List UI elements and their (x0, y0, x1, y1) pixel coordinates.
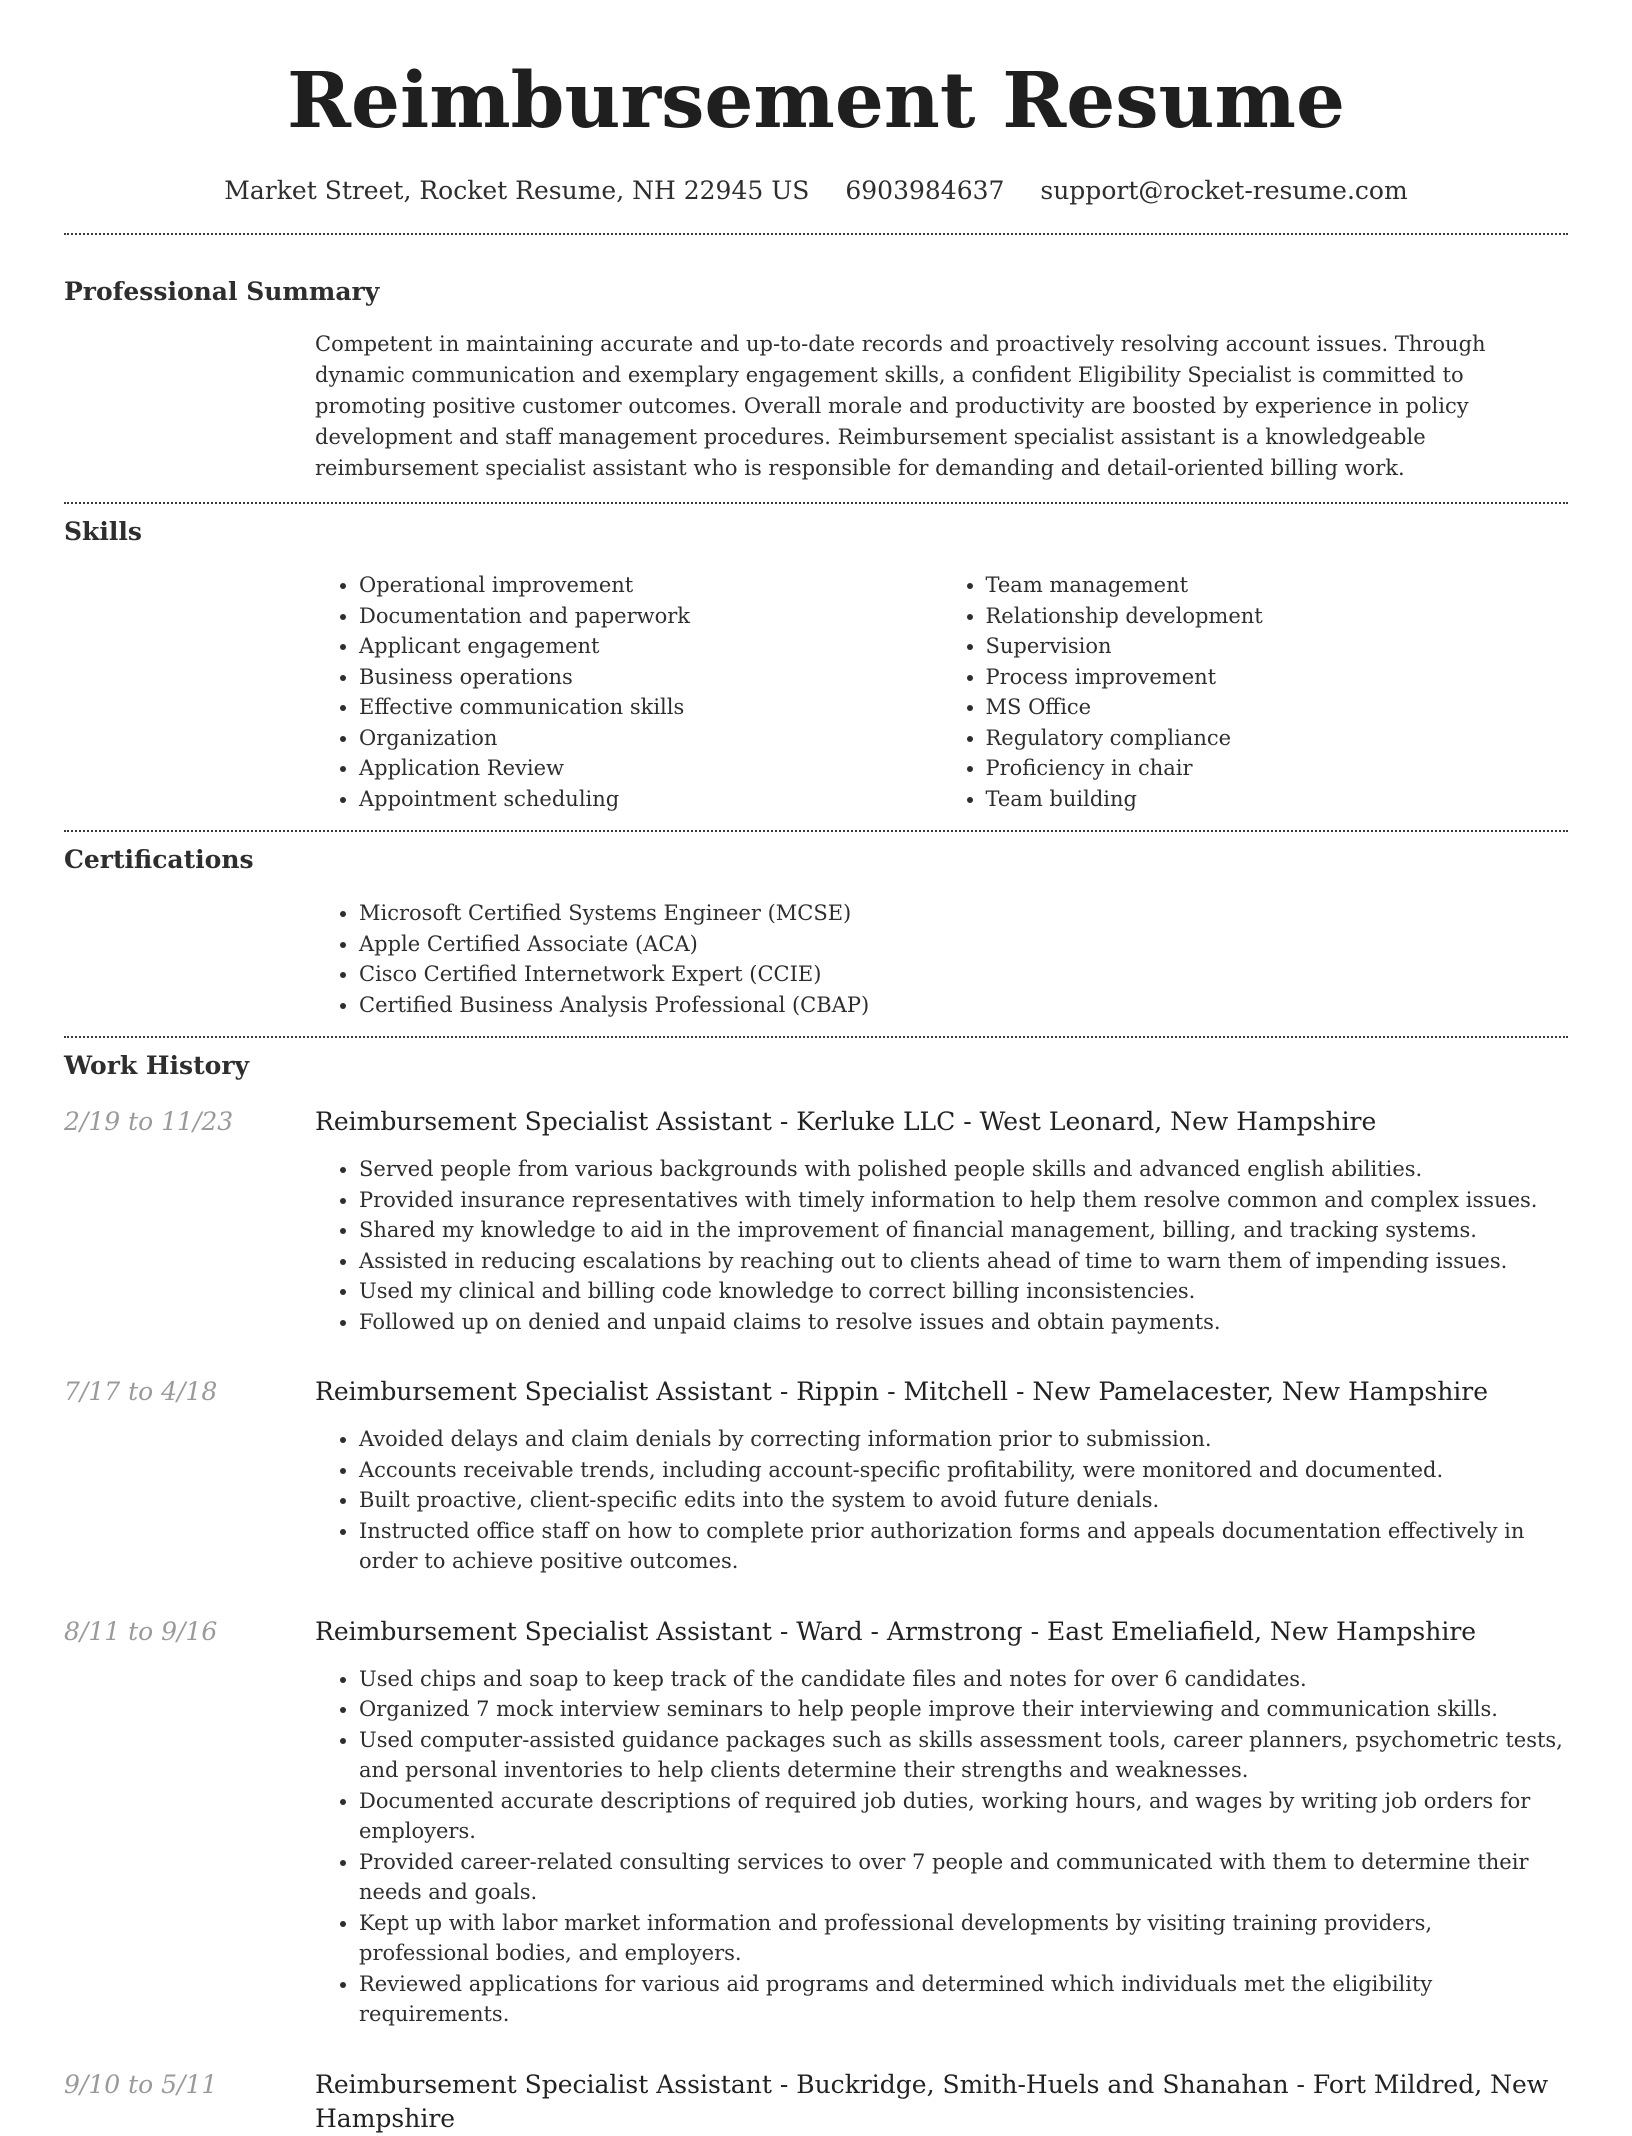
job-header (64, 1105, 1568, 1139)
job-bullet: • Assisted in reducing escalations by reaching out to clients ahead of time to warn them of impending issues. (359, 1246, 1568, 1277)
resume-page (64, 0, 1568, 2136)
certifications-list (315, 898, 1568, 1020)
skill-item: • Supervision (986, 631, 1569, 662)
job-title: Reimbursement Specialist Assistant - Rippin - Mitchell - New Pamelacester, New Hampshire (315, 1377, 1489, 1406)
job-date: 8/11 to 9/16 (64, 1616, 218, 1646)
job-bullet: • Used chips and soap to keep track of the candidate files and notes for over 6 candidates. (359, 1664, 1568, 1695)
job-header (64, 1375, 1568, 1409)
skill-item: • Documentation and paperwork (359, 601, 942, 632)
work-history-section (64, 1038, 1568, 2136)
certifications-section (64, 832, 1568, 1020)
certifications-heading: Certifications (64, 845, 254, 874)
job-bullets-wrap (315, 1424, 1568, 1577)
job-bullet: • Accounts receivable trends, including account-specific profitability, were monitored and documented. (359, 1455, 1568, 1486)
job-bullet: • Avoided delays and claim denials by correcting information prior to submission. (359, 1424, 1568, 1455)
certification-item: • Cisco Certified Internetwork Expert (CCIE) (359, 959, 1568, 990)
job-bullet: • Shared my knowledge to aid in the improvement of financial management, billing, and tracking systems. (359, 1215, 1568, 1246)
job-entry (64, 2068, 1568, 2136)
job-bullets-wrap (315, 1154, 1568, 1337)
skills-heading: Skills (64, 517, 142, 546)
skill-item: • Appointment scheduling (359, 784, 942, 815)
job-title: Reimbursement Specialist Assistant - Ward - Armstrong - East Emeliafield, New Hampshire (315, 1616, 1477, 1646)
job-title: Reimbursement Specialist Assistant - Buckridge, Smith-Huels and Shanahan - Fort Mildred, New Hampshire (315, 2069, 1549, 2133)
skill-item: • Relationship development (986, 601, 1569, 632)
job-title: Reimbursement Specialist Assistant - Kerluke LLC - West Leonard, New Hampshire (315, 1107, 1377, 1136)
job-bullets (315, 1154, 1568, 1337)
job-entry (64, 1105, 1568, 1337)
work-history-heading: Work History (64, 1051, 250, 1080)
skills-grid (315, 570, 1568, 814)
job-entry (64, 1375, 1568, 1577)
contact-address: Market Street, Rocket Resume, NH 22945 US (224, 176, 810, 205)
job-date: 2/19 to 11/23 (64, 1107, 234, 1136)
skill-item: • Business operations (359, 662, 942, 693)
skill-item: • Process improvement (986, 662, 1569, 693)
skill-item: • Applicant engagement (359, 631, 942, 662)
job-bullet: • Used computer-assisted guidance packages such as skills assessment tools, career planners, psychometric tests, and personal inventories to help clients determine their strengths and weaknesses. (359, 1725, 1568, 1786)
certifications-list-wrap (315, 898, 1568, 1020)
skill-item: • Effective communication skills (359, 692, 942, 723)
job-bullet: • Kept up with labor market information and professional developments by visiting training providers, professional bodies, and employers. (359, 1908, 1568, 1969)
skills-left-list (315, 570, 942, 814)
job-bullet: • Reviewed applications for various aid programs and determined which individuals met the eligibility requirements. (359, 1969, 1568, 2030)
certification-item: • Certified Business Analysis Professional (CBAP) (359, 990, 1568, 1021)
job-bullet: • Instructed office staff on how to complete prior authorization forms and appeals documentation effectively in order to achieve positive outcomes. (359, 1516, 1568, 1577)
job-date: 9/10 to 5/11 (64, 2069, 218, 2099)
summary-section (64, 235, 1568, 484)
job-bullets-wrap (315, 1664, 1568, 2030)
skill-item: • Proficiency in chair (986, 753, 1569, 784)
resume-name: Reimbursement Resume (286, 56, 1346, 146)
job-bullet: • Provided career-related consulting services to over 7 people and communicated with them to determine their needs and goals. (359, 1847, 1568, 1908)
skill-item: • Application Review (359, 753, 942, 784)
skill-item: • MS Office (986, 692, 1569, 723)
job-header (64, 1615, 1568, 1649)
certification-item: • Microsoft Certified Systems Engineer (MCSE) (359, 898, 1568, 929)
job-bullet: • Used my clinical and billing code knowledge to correct billing inconsistencies. (359, 1276, 1568, 1307)
job-bullet: • Organized 7 mock interview seminars to help people improve their interviewing and communication skills. (359, 1694, 1568, 1725)
job-bullets (315, 1664, 1568, 2030)
skill-item: • Team management (986, 570, 1569, 601)
job-bullets (315, 1424, 1568, 1577)
skill-item: • Regulatory compliance (986, 723, 1569, 754)
skill-item: • Operational improvement (359, 570, 942, 601)
job-bullet: • Served people from various backgrounds with polished people skills and advanced english abilities. (359, 1154, 1568, 1185)
job-bullet: • Followed up on denied and unpaid claims to resolve issues and obtain payments. (359, 1307, 1568, 1338)
contact-email[interactable]: support@rocket-resume.com (1040, 176, 1408, 205)
summary-heading: Professional Summary (64, 277, 380, 306)
skills-right-list (942, 570, 1569, 814)
job-header (64, 2068, 1568, 2136)
contact-line (64, 174, 1568, 208)
skills-section (64, 504, 1568, 814)
job-bullet: • Built proactive, client-specific edits into the system to avoid future denials. (359, 1485, 1568, 1516)
skill-item: • Organization (359, 723, 942, 754)
contact-phone: 6903984637 (845, 176, 1005, 205)
job-bullet: • Documented accurate descriptions of required job duties, working hours, and wages by writing job orders for employers. (359, 1786, 1568, 1847)
skill-item: • Team building (986, 784, 1569, 815)
summary-text: Competent in maintaining accurate and up-to-date records and proactively resolving account issues. Through dynamic communication and exemplary engagement skills, a confident Eligibility Specialist is committed to promoting positive customer outcomes. Overall morale and productivity are boosted by experience in policy development and staff management procedures. Reimbursement specialist assistant is a knowledgeable reimbursement specialist assistant who is responsible for demanding and detail-oriented billing work. (315, 332, 1486, 480)
job-date: 7/17 to 4/18 (64, 1377, 218, 1406)
certification-item: • Apple Certified Associate (ACA) (359, 929, 1568, 960)
job-bullet: • Provided insurance representatives with timely information to help them resolve common and complex issues. (359, 1185, 1568, 1216)
job-entry (64, 1615, 1568, 2030)
